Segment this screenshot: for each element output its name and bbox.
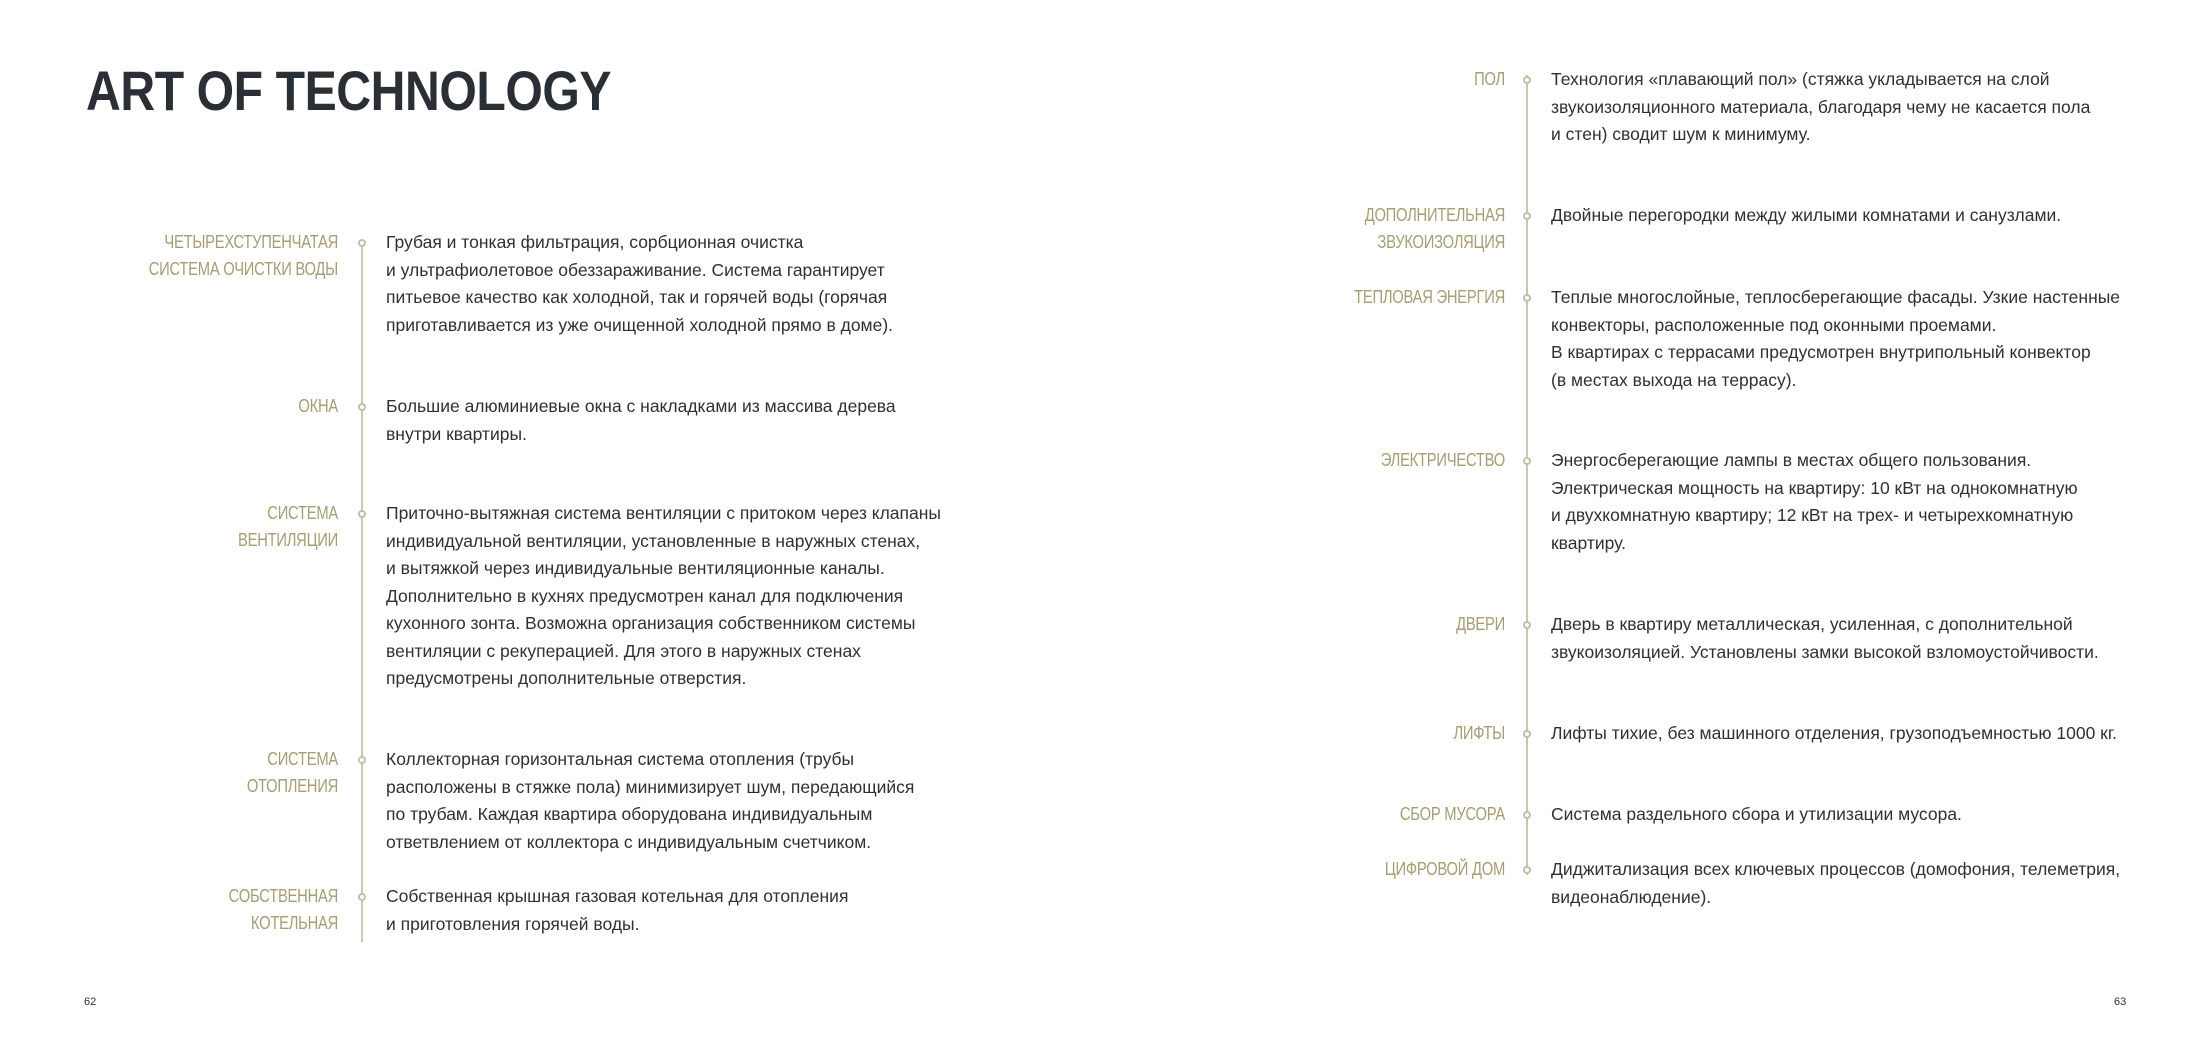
page-number-right: 63: [2114, 996, 2127, 1008]
timeline-item-label: СИСТЕМА ВЕНТИЛЯЦИИ: [237, 503, 338, 550]
timeline-item-text: Технология «плавающий пол» (стяжка укладывается на слой звукоизоляционного материала, благодаря чему не касается пола и стен) сводит шум к минимуму.: [1551, 69, 2091, 144]
timeline-line: [361, 240, 363, 942]
timeline-item-text: Диджитализация всех ключевых процессов (домофония, телеметрия, видеонаблюдение).: [1551, 859, 2121, 907]
timeline-item-text: Дверь в квартиру металлическая, усиленная, с дополнительной звукоизоляцией. Установлены замки высокой взломоустойчивости.: [1551, 614, 2099, 662]
timeline-item-label: СОБСТВЕННАЯ КОТЕЛЬНАЯ: [228, 886, 338, 933]
timeline-item-label: СБОР МУСОРА: [1399, 804, 1505, 824]
timeline-item-text: Энергосберегающие лампы в местах общего пользования. Электрическая мощность на квартиру: 10 кВт на однокомнатную и двухкомнатную квартиру; 12 кВт на трех- и четырехкомнатную квартиру.: [1551, 450, 2078, 553]
timeline-dot: [358, 756, 366, 764]
timeline-item-label: СИСТЕМА ОТОПЛЕНИЯ: [246, 749, 338, 796]
timeline-dot: [1523, 212, 1531, 220]
timeline-item-label: ЭЛЕКТРИЧЕСТВО: [1380, 450, 1505, 470]
timeline-item-text: Система раздельного сбора и утилизации мусора.: [1551, 804, 1962, 824]
timeline-dot: [1523, 811, 1531, 819]
timeline-item-label: ЧЕТЫРЕХСТУПЕНЧАТАЯ СИСТЕМА ОЧИСТКИ ВОДЫ: [148, 232, 338, 279]
page-number-left: 62: [84, 996, 97, 1008]
timeline-item-text: Большие алюминиевые окна с накладками из массива дерева внутри квартиры.: [386, 396, 896, 444]
timeline-item-text: Двойные перегородки между жилыми комнатами и санузлами.: [1551, 205, 2062, 225]
timeline-item-label: ЦИФРОВОЙ ДОМ: [1384, 859, 1505, 879]
right-page: [1104, 0, 2208, 1056]
timeline-dot: [358, 893, 366, 901]
timeline-dot: [1523, 294, 1531, 302]
timeline-item-text: Лифты тихие, без машинного отделения, грузоподъемностью 1000 кг.: [1551, 723, 2117, 743]
timeline-dot: [1523, 76, 1531, 84]
timeline-dot: [1523, 457, 1531, 465]
timeline-dot: [1523, 730, 1531, 738]
timeline-item-label: ДОПОЛНИТЕЛЬНАЯ ЗВУКОИЗОЛЯЦИЯ: [1364, 205, 1505, 252]
timeline-item-label: ДВЕРИ: [1456, 614, 1505, 634]
timeline-item-text: Коллекторная горизонтальная система отопления (трубы расположены в стяжке пола) минимизирует шум, передающийся по трубам. Каждая квартира оборудована индивидуальным ответвлением от коллектора с индивидуальным счетчиком.: [386, 749, 915, 852]
timeline-item-label: ЛИФТЫ: [1453, 723, 1505, 743]
timeline-dot: [358, 239, 366, 247]
timeline-item-text: Собственная крышная газовая котельная для отопления и приготовления горячей воды.: [386, 886, 849, 934]
timeline-dot: [358, 403, 366, 411]
timeline-item-label: ОКНА: [298, 396, 338, 416]
timeline-item-text: Грубая и тонкая фильтрация, сорбционная очистка и ультрафиолетовое обеззараживание. Система гарантирует питьевое качество как холодной, так и горячей воды (горячая приготавливается из уже очищенной холодной прямо в доме).: [386, 232, 894, 335]
timeline-item-label: ТЕПЛОВАЯ ЭНЕРГИЯ: [1354, 287, 1505, 307]
timeline-dot: [358, 510, 366, 518]
timeline-line: [1526, 75, 1528, 875]
timeline-item-text: Приточно-вытяжная система вентиляции с притоком через клапаны индивидуальной вентиляции, установленные в наружных стенах, и вытяжкой через индивидуальные вентиляционные каналы. Дополнительно в кухнях предусмотрен канал для подключения кухонного зонта. Возможна организация собственником системы вентиляции с рекуперацией. Для этого в наружных стенах предусмотрены дополнительные отверстия.: [386, 503, 941, 688]
page-title: ART OF TECHNOLOGY: [86, 59, 612, 122]
timeline-item-text: Теплые многослойные, теплосберегающие фасады. Узкие настенные конвекторы, расположенные под оконными проемами. В квартирах с террасами предусмотрен внутрипольный конвектор (в местах выхода на террасу).: [1551, 287, 2121, 390]
timeline-dot: [1523, 621, 1531, 629]
right-timeline: [1104, 0, 2208, 1056]
timeline-dot: [1523, 866, 1531, 874]
timeline-item-label: ПОЛ: [1474, 69, 1505, 89]
